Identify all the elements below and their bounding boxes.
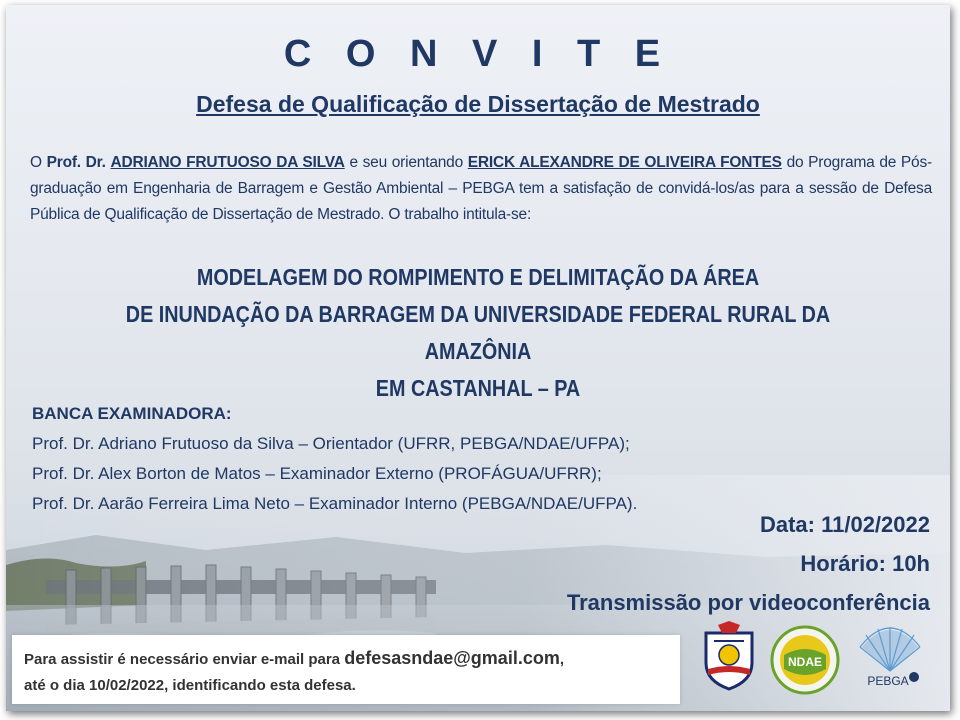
thesis-title bbox=[72, 259, 884, 407]
notice-text-suffix: , bbox=[559, 651, 565, 668]
ndae-seal-logo bbox=[770, 625, 840, 695]
university-crest-logo bbox=[698, 619, 760, 691]
advisor-title: Prof. Dr. bbox=[46, 154, 106, 171]
board-member: Prof. Dr. Alex Borton de Matos – Examinador Externo (PROFÁGUA/UFRR); bbox=[32, 464, 602, 483]
pebga-logo-label: PEBGA bbox=[867, 674, 909, 688]
intro-text-3: e seu orientando bbox=[344, 154, 468, 171]
intro-text-4: do Programa de Pós-graduação em Engenharia de Barragem e Gestão Ambiental – PEBGA tem a satisfação de convidá-los/as para a sessão de Defesa Pública de Qualificação de Dissertação de Mestrado. O trabalho intitula-se: bbox=[30, 154, 932, 223]
advisor-name: ADRIANO FRUTUOSO DA SILVA bbox=[110, 154, 345, 171]
attendance-notice-box bbox=[12, 635, 680, 704]
defense-date: Data: 11/02/2022 bbox=[759, 512, 930, 537]
thesis-title-line-1: MODELAGEM DO ROMPIMENTO E DELIMITAÇÃO DA ÁREA bbox=[196, 264, 760, 290]
invitation-title: C O N V I T E bbox=[283, 33, 673, 75]
intro-paragraph bbox=[30, 150, 932, 228]
examining-board bbox=[32, 399, 637, 519]
intro-text-1: O bbox=[30, 154, 47, 171]
notice-deadline: até o dia 10/02/2022, identificando esta defesa. bbox=[24, 677, 356, 694]
contact-email: defesasndae@gmail.com bbox=[344, 648, 560, 668]
board-member: Prof. Dr. Aarão Ferreira Lima Neto – Examinador Interno (PEBGA/NDAE/UFPA). bbox=[32, 494, 638, 513]
thesis-title-line-2: DE INUNDAÇÃO DA BARRAGEM DA UNIVERSIDADE FEDERAL RURAL DA AMAZÔNIA bbox=[125, 301, 831, 364]
board-member: Prof. Dr. Adriano Frutuoso da Silva – Orientador (UFRR, PEBGA/NDAE/UFPA); bbox=[32, 434, 630, 453]
ndae-logo-label: NDAE bbox=[787, 655, 823, 669]
defense-subtitle: Defesa de Qualificação de Dissertação de Mestrado bbox=[196, 91, 760, 117]
invitation-card bbox=[6, 5, 950, 711]
notice-text-prefix: Para assistir é necessário enviar e-mail para bbox=[24, 651, 345, 668]
pebga-logo bbox=[852, 625, 928, 691]
student-name: ERICK ALEXANDRE DE OLIVEIRA FONTES bbox=[467, 154, 782, 171]
schedule-block bbox=[567, 505, 930, 622]
transmission-mode: Transmissão por videoconferência bbox=[566, 590, 930, 615]
defense-time: Horário: 10h bbox=[800, 551, 930, 576]
examining-board-heading: BANCA EXAMINADORA: bbox=[32, 404, 232, 423]
thesis-title-line-3: EM CASTANHAL – PA bbox=[375, 375, 581, 401]
attendance-notice-text bbox=[24, 645, 564, 699]
